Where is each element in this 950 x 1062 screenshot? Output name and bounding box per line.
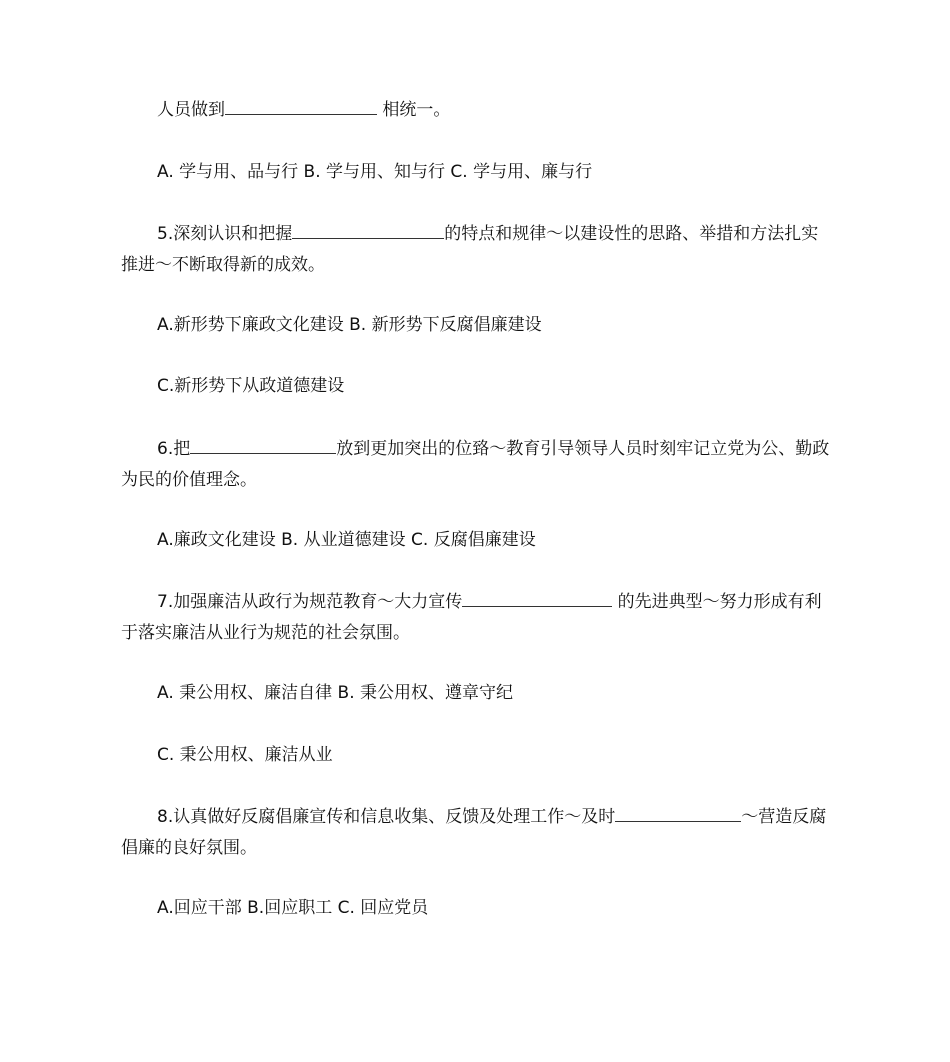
question-4-continuation	[121, 95, 833, 126]
question-8-text-before: 8.认真做好反腐倡廉宣传和信息收集、反馈及处理工作～及时	[157, 807, 616, 827]
question-8-text-after: ～营造反腐倡廉的良好氛围。	[121, 807, 827, 858]
question-8	[121, 802, 833, 864]
question-4-text-after: 相统一。	[377, 100, 451, 120]
question-5	[121, 219, 833, 281]
question-6-options: A.廉政文化建设 B. 从业道德建设 C. 反腐倡廉建设	[157, 530, 536, 550]
question-7-text-after: 的先进典型～努力形成有利于落实廉洁从业行为规范的社会氛围。	[121, 592, 822, 643]
question-7-options-ab: A. 秉公用权、廉洁自律 B. 秉公用权、遵章守纪	[157, 683, 514, 703]
question-5-options-ab: A.新形势下廉政文化建设 B. 新形势下反腐倡廉建设	[157, 315, 542, 335]
question-6	[121, 434, 833, 496]
question-5-option-c: C.新形势下从政道德建设	[157, 376, 345, 396]
question-8-options: A.回应干部 B.回应职工 C. 回应党员	[157, 898, 429, 918]
question-6-text-after: 放到更加突出的位臵～教育引导领导人员时刻牢记立党为公、勤政为民的价值理念。	[121, 439, 830, 490]
question-4-blank	[225, 97, 377, 115]
question-7-blank	[462, 589, 612, 607]
question-8-blank	[615, 804, 741, 822]
question-5-text-before: 5.深刻认识和把握	[157, 224, 293, 244]
question-4-text-before: 人员做到	[157, 100, 225, 120]
question-5-text-after: 的特点和规律～以建设性的思路、举措和方法扎实推进～不断取得新的成效。	[121, 224, 819, 275]
question-7-text-before: 7.加强廉洁从政行为规范教育～大力宣传	[157, 592, 463, 612]
question-5-blank	[292, 221, 444, 239]
question-6-text-before: 6.把	[157, 439, 191, 459]
question-4-options: A. 学与用、品与行 B. 学与用、知与行 C. 学与用、廉与行	[157, 162, 593, 182]
question-6-blank	[190, 436, 336, 454]
question-7	[121, 587, 833, 649]
question-7-option-c: C. 秉公用权、廉洁从业	[157, 745, 333, 765]
